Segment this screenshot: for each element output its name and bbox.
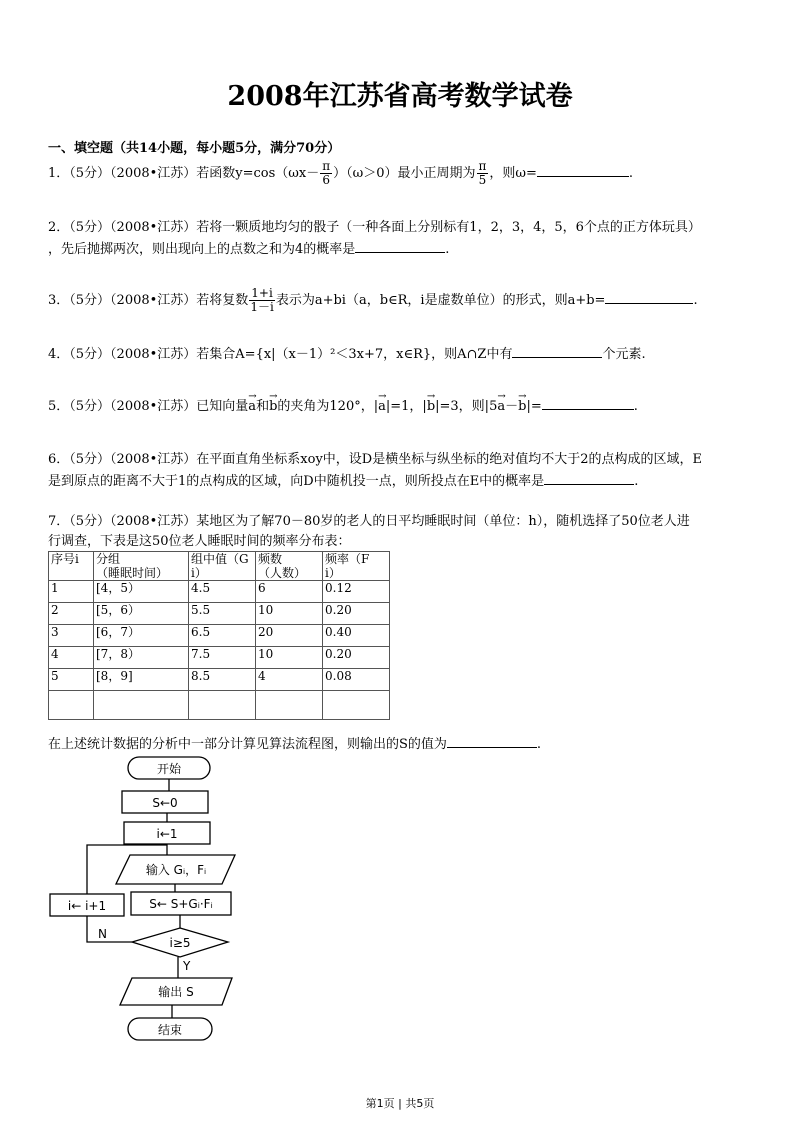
q6-line-2: 是到原点的距离不大于1的点构成的区域，向D中随机投一点，则所投点在E中的概率是 xyxy=(48,474,545,489)
q7-line-2: 行调查，下表是这50位老人睡眠时间的频率分布表： xyxy=(48,534,351,549)
q2-line-1: 2．（5分）（2008•江苏）若将一颗质地均匀的骰子（一种各面上分别标有1，2，3，4，5，6个点的正方体玩具） xyxy=(48,220,701,235)
page-footer: 第1页 | 共5页 xyxy=(365,1097,435,1110)
question-4: 4．（5分）（2008•江苏）若集合A={x|（x－1）²＜3x+7，x∈R}，则A∩Z中有 个元素. xyxy=(48,343,646,365)
q3-fraction: $\frac{1+i}{1-i}$ xyxy=(250,286,274,314)
q1-text-mid: ）（ω＞0）最小正周期为 xyxy=(333,166,476,181)
flow-input-label: 输入 Gᵢ，Fᵢ xyxy=(145,863,207,877)
q1-text: 1．（5分）（2008•江苏）若函数y=cos（ωx－ xyxy=(48,166,320,181)
table-row: 3 [6，7） 6.5 20 0.40 xyxy=(49,625,390,647)
flow-output-label: 输出 S xyxy=(158,985,194,999)
question-1: 1．（5分）（2008•江苏）若函数y=cos（ωx－ $\frac{\pi}{6}$ ）（ω＞0）最小正周期为 $\frac{\pi}{5}$ ，则ω= . xyxy=(48,159,634,187)
table-row: 4 [7，8） 7.5 10 0.20 xyxy=(49,647,390,669)
flow-start-label: 开始 xyxy=(156,762,182,776)
flow-i1-label: i←1 xyxy=(156,827,178,841)
question-2: 2．（5分）（2008•江苏）若将一颗质地均匀的骰子（一种各面上分别标有1，2，3，4，5，6个点的正方体玩具） ，先后抛掷两次，则出现向上的点数之和为4的概率是 . xyxy=(48,220,701,257)
flow-update-label: S← S+Gᵢ·Fᵢ xyxy=(149,897,213,911)
q7-line-1: 7．（5分）（2008•江苏）某地区为了解70－80岁的老人的日平均睡眠时间（单位：h），随机选择了50位老人进 xyxy=(48,514,690,529)
table-row: 5 [8，9] 8.5 4 0.08 xyxy=(49,669,390,691)
page-title: 2008年江苏省高考数学试卷 xyxy=(227,81,573,112)
table-header-row: 序号i 分组 （睡眠时间） 组中值（G i） 频数 （人数） 频率（F i） xyxy=(49,552,390,581)
vector-b: → b xyxy=(269,397,277,417)
question-5: 5．（5分）（2008•江苏）已知向量→ a和→ b的夹角为120°，|→ a|=1，|→ b|=3，则|5→ a－→ b|= . xyxy=(48,395,638,417)
table-row: 1 [4，5） 4.5 6 0.12 xyxy=(49,581,390,603)
question-6: 6．（5分）（2008•江苏）在平面直角坐标系xoy中，设D是横坐标与纵坐标的绝对值均不大于2的点构成的区域，E 是到原点的距离不大于1的点构成的区域，向D中随机投一点，则所投点在E中的概率是 . xyxy=(48,452,702,489)
q1-fraction-pi-6: $\frac{\pi}{6}$ xyxy=(322,159,331,187)
question-3: 3．（5分）（2008•江苏）若将复数 $\frac{1+i}{1-i}$ 表示为a+bi（a，b∈R，i是虚数单位）的形式，则a+b= . xyxy=(48,286,698,314)
flow-incr-label: i← i+1 xyxy=(67,899,107,913)
vector-a: → a xyxy=(248,397,256,417)
q2-line-2: ，先后抛掷两次，则出现向上的点数之和为4的概率是 xyxy=(48,242,356,257)
flow-end-label: 结束 xyxy=(157,1023,183,1037)
q6-line-1: 6．（5分）（2008•江苏）在平面直角坐标系xoy中，设D是横坐标与纵坐标的绝对值均不大于2的点构成的区域，E xyxy=(48,452,702,467)
flow-condition-label: i≥5 xyxy=(169,936,191,950)
q7-after-text: 在上述统计数据的分析中一部分计算见算法流程图，则输出的S的值为 . xyxy=(48,733,541,755)
flow-no-label: N xyxy=(98,927,107,941)
section-heading: 一、填空题（共14小题，每小题5分，满分70分） xyxy=(48,141,341,156)
q1-fraction-pi-5: $\frac{\pi}{5}$ xyxy=(478,159,487,187)
flow-s0-label: S←0 xyxy=(152,796,178,810)
flow-yes-label: Y xyxy=(183,959,191,973)
table-row: 2 [5，6） 5.5 10 0.20 xyxy=(49,603,390,625)
